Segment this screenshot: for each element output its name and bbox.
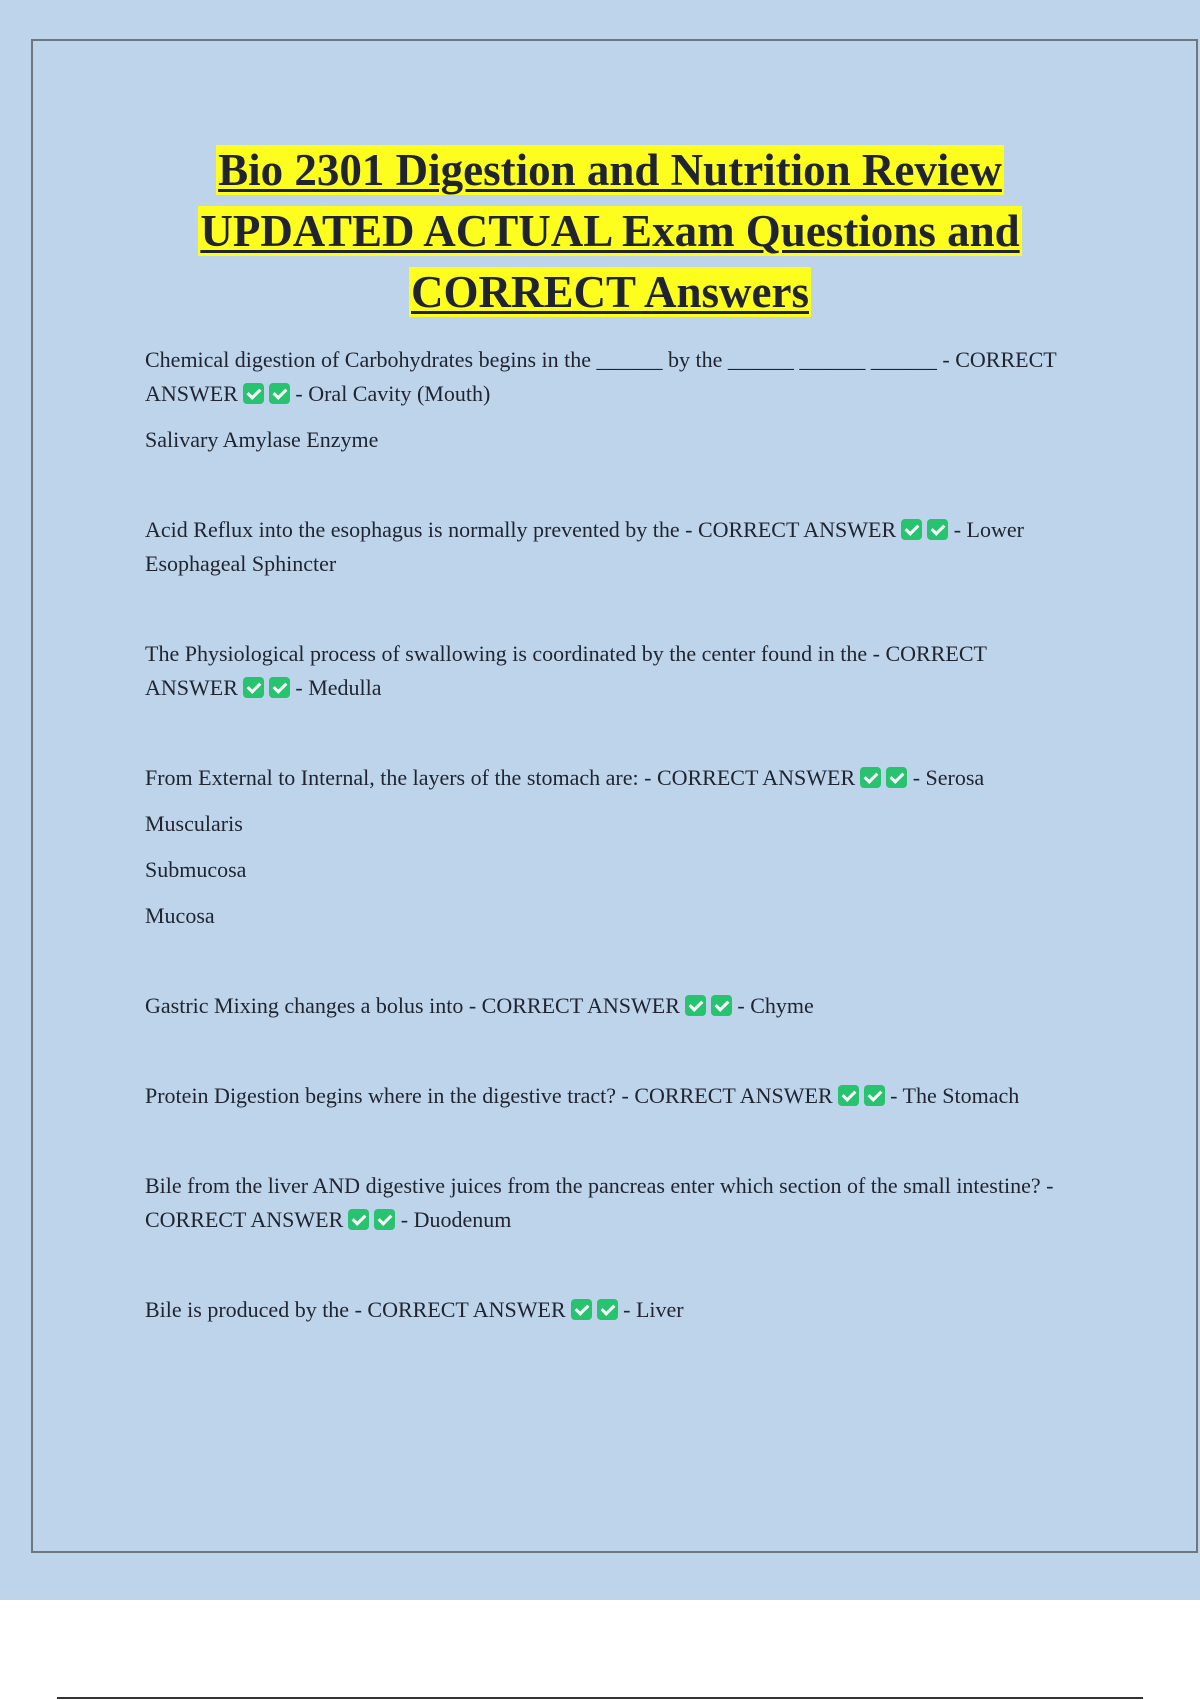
- check-box-icon: [374, 1209, 395, 1230]
- question-text: The Physiological process of swallowing is coordinated by the center found in the -: [145, 641, 880, 666]
- question-text: Protein Digestion begins where in the digestive tract? -: [145, 1083, 629, 1108]
- answer-extra-line: Salivary Amylase Enzyme: [145, 427, 379, 452]
- check-box-icon: [269, 677, 290, 698]
- qa-line: [145, 1079, 1075, 1113]
- document-title: [145, 140, 1075, 323]
- qa-line: [145, 1169, 1075, 1237]
- qa-line: [145, 513, 1075, 581]
- answer-extra-line: Muscularis: [145, 811, 243, 836]
- answer-text: - Liver: [623, 1297, 684, 1322]
- document-title-text: Bio 2301 Digestion and Nutrition Review UPDATED ACTUAL Exam Questions and CORRECT Answers: [200, 145, 1020, 317]
- qa-item: [145, 343, 1075, 457]
- question-text: Bile is produced by the -: [145, 1297, 362, 1322]
- answer-text: - Duodenum: [400, 1207, 512, 1232]
- answer-text: - Oral Cavity (Mouth): [295, 381, 491, 406]
- check-box-icon: [597, 1299, 618, 1320]
- check-box-icon: [269, 383, 290, 404]
- check-box-icon: [571, 1299, 592, 1320]
- correct-answer-label: CORRECT ANSWER: [367, 1297, 566, 1322]
- answer-text: - Serosa: [912, 765, 985, 790]
- check-box-icon: [864, 1085, 885, 1106]
- check-box-icon: [886, 767, 907, 788]
- check-box-icon: [243, 677, 264, 698]
- qa-item: [145, 1079, 1075, 1113]
- qa-item: [145, 637, 1075, 705]
- qa-line: [145, 1293, 1075, 1327]
- qa-line: [145, 989, 1075, 1023]
- qa-item: [145, 1169, 1075, 1237]
- answer-extra-line: Submucosa: [145, 857, 247, 882]
- correct-answer-label: CORRECT ANSWER: [145, 641, 987, 700]
- correct-answer-label: CORRECT ANSWER: [145, 1207, 344, 1232]
- check-box-icon: [901, 519, 922, 540]
- qa-line: [145, 637, 1075, 705]
- question-text: From External to Internal, the layers of the stomach are: -: [145, 765, 652, 790]
- qa-item: [145, 513, 1075, 581]
- question-text: Chemical digestion of Carbohydrates begins in the ______ by the ______ ______ ______ -: [145, 347, 950, 372]
- check-box-icon: [927, 519, 948, 540]
- qa-item: [145, 1293, 1075, 1327]
- answer-text: - The Stomach: [890, 1083, 1020, 1108]
- correct-answer-label: CORRECT ANSWER: [634, 1083, 833, 1108]
- footer-divider: [57, 1697, 1143, 1699]
- question-text: Bile from the liver AND digestive juices from the pancreas enter which section of the small intestine? -: [145, 1173, 1054, 1198]
- check-box-icon: [838, 1085, 859, 1106]
- qa-line: [145, 343, 1075, 411]
- qa-item: [145, 989, 1075, 1023]
- check-box-icon: [711, 995, 732, 1016]
- answer-extra-line: Mucosa: [145, 903, 215, 928]
- answer-text: - Medulla: [295, 675, 382, 700]
- check-box-icon: [685, 995, 706, 1016]
- qa-line: [145, 761, 1075, 795]
- document-content: [145, 140, 1075, 1327]
- answer-text: - Lower Esophageal Sphincter: [145, 517, 1024, 576]
- question-text: Gastric Mixing changes a bolus into -: [145, 993, 477, 1018]
- question-text: Acid Reflux into the esophagus is normally prevented by the -: [145, 517, 693, 542]
- check-box-icon: [860, 767, 881, 788]
- correct-answer-label: CORRECT ANSWER: [481, 993, 680, 1018]
- check-box-icon: [348, 1209, 369, 1230]
- correct-answer-label: CORRECT ANSWER: [697, 517, 897, 542]
- correct-answer-label: CORRECT ANSWER: [145, 347, 1057, 406]
- correct-answer-label: CORRECT ANSWER: [656, 765, 856, 790]
- answer-text: - Chyme: [737, 993, 814, 1018]
- check-box-icon: [243, 383, 264, 404]
- qa-list: [145, 343, 1075, 1327]
- qa-item: [145, 761, 1075, 933]
